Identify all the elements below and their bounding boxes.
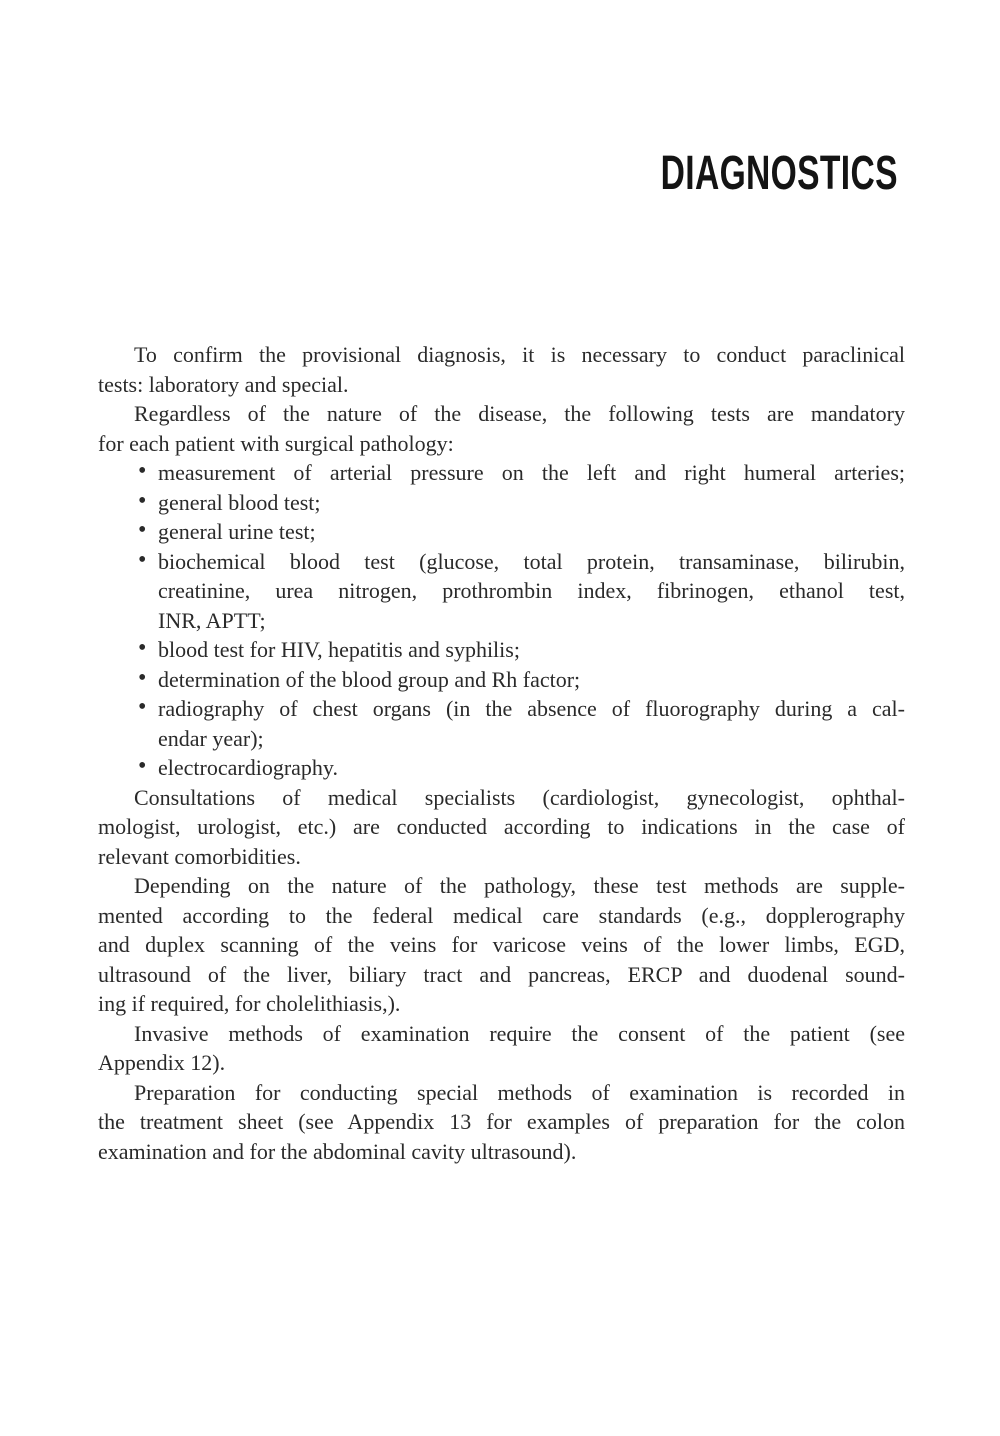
text-line: for each patient with surgical pathology: [98,430,454,456]
bullet-icon: • [138,546,147,573]
text-line: To confirm the provisional diagnosis, it is necessary to conduct paraclinical [134,342,905,367]
bullet-icon: • [138,458,147,484]
bullet-icon: • [138,753,147,779]
paragraph [98,1078,905,1167]
text-line: mologist, urologist, etc.) are conducted according to indications in the case of [98,814,905,839]
text-line: general blood test; [158,489,321,515]
text-line: biochemical blood test (glucose, total protein, transaminase, bilirubin, [158,548,905,574]
bullet-item [98,635,905,665]
text-line: Invasive methods of examination require the consent of the patient (see [134,1020,905,1046]
text-line: endar year); [158,725,264,751]
text-line: examination and for the abdominal cavity ultrasound). [98,1138,577,1164]
bullet-item [98,547,905,636]
bullet-item [98,517,905,547]
document-body [98,340,905,1166]
text-line: Preparation for conducting special methods of examination is recorded in [134,1079,905,1105]
text-line: Regardless of the nature of the disease, the following tests are mandatory [134,401,905,426]
paragraph [98,340,905,399]
text-line: Appendix 12). [98,1050,226,1075]
text-line: creatinine, urea nitrogen, prothrombin index, fibrinogen, ethanol test, [158,578,905,603]
page-title: DIAGNOSTICS [660,147,898,200]
text-line: INR, APTT; [158,607,266,633]
text-line: electrocardiography. [158,755,338,780]
chapter-title-row [98,147,898,200]
text-line: blood test for HIV, hepatitis and syphilis; [158,637,520,662]
bullet-icon: • [138,635,147,661]
text-line: ing if required, for cholelithiasis,). [98,991,401,1016]
bullet-icon: • [138,487,147,514]
text-line: mented according to the federal medical care standards (e.g., dopplerography [98,902,905,928]
text-line: Consultations of medical specialists (cardiologist, gynecologist, ophthal- [134,784,905,810]
bullet-item [98,753,905,783]
text-line: determination of the blood group and Rh factor; [158,666,581,692]
paragraph [98,871,905,1019]
text-line: and duplex scanning of the veins for varicose veins of the lower limbs, EGD, [98,932,905,957]
text-line: tests: laboratory and special. [98,371,349,397]
paragraph [98,399,905,458]
text-line: radiography of chest organs (in the absence of fluorography during a cal- [158,696,905,721]
paragraph [98,783,905,872]
bullet-item [98,488,905,518]
text-line: relevant comorbidities. [98,843,301,869]
bullet-item [98,458,905,488]
text-line: Depending on the nature of the pathology, these test methods are supple- [134,873,905,898]
text-line: the treatment sheet (see Appendix 13 for examples of preparation for the colon [98,1109,905,1134]
bullet-icon: • [138,517,147,543]
bullet-item [98,665,905,695]
text-line: ultrasound of the liver, biliary tract and pancreas, ERCP and duodenal sound- [98,961,905,987]
bullet-icon: • [138,694,147,720]
text-line: general urine test; [158,519,316,544]
bullet-icon: • [138,664,147,691]
bullet-item [98,694,905,753]
paragraph [98,1019,905,1078]
text-line: measurement of arterial pressure on the left and right humeral arteries; [158,460,905,485]
